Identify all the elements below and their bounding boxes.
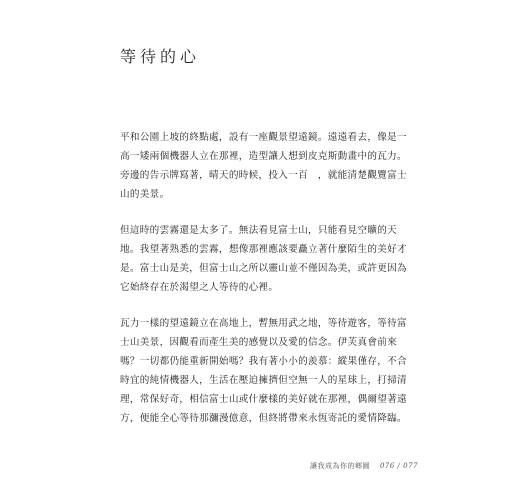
chapter-title: 等待的心	[120, 47, 201, 66]
paragraph-1: 平和公園上坡的終點處，設有一座觀景望遠鏡。遠遠看去，像是一高一矮兩個機器人立在那裡，造型讓人想到皮克斯動畫中的瓦力。旁邊的告示牌寫著，晴天的時候，投入一百 ，就能清楚觀覽富士山的美景。	[120, 132, 407, 200]
footer-page-numbers: 076 / 077	[379, 462, 418, 470]
footer-book-title: 讓我成為你的鄉圓	[309, 462, 370, 470]
body-text	[120, 128, 416, 445]
paragraph-3: 瓦力一樣的望遠鏡立在高地上，暫無用武之地，等待遊客，等待富士山美景，因觀看而產生美的感覺以及愛的信念。伊芙真會前來嗎？一切都仍能重新開始嗎？我有著小小的羨慕：縱果僅存，不合時宜的純情機器人，生活在壓迫擁擠但空無一人的星球上，打掃清理，常保好奇，相信富士山或什麼樣的美好就在那裡，偶爾望著遠方，便能全心等待那瀰漫億意，但終將帶來永恆寄託的愛情降臨。	[120, 318, 407, 424]
paragraph-2: 但這時的雲霧還是太多了。無法看見富士山，只能看見空曠的天地。我望著熟悉的雲霧，想像那裡應該要矗立著什麼陌生的美好才是。富士山是美，但富士山之所以靈山並不僅因為美，或許更因為它始終存在於渴望之人等待的心裡。	[120, 225, 407, 293]
page-footer	[310, 461, 418, 471]
